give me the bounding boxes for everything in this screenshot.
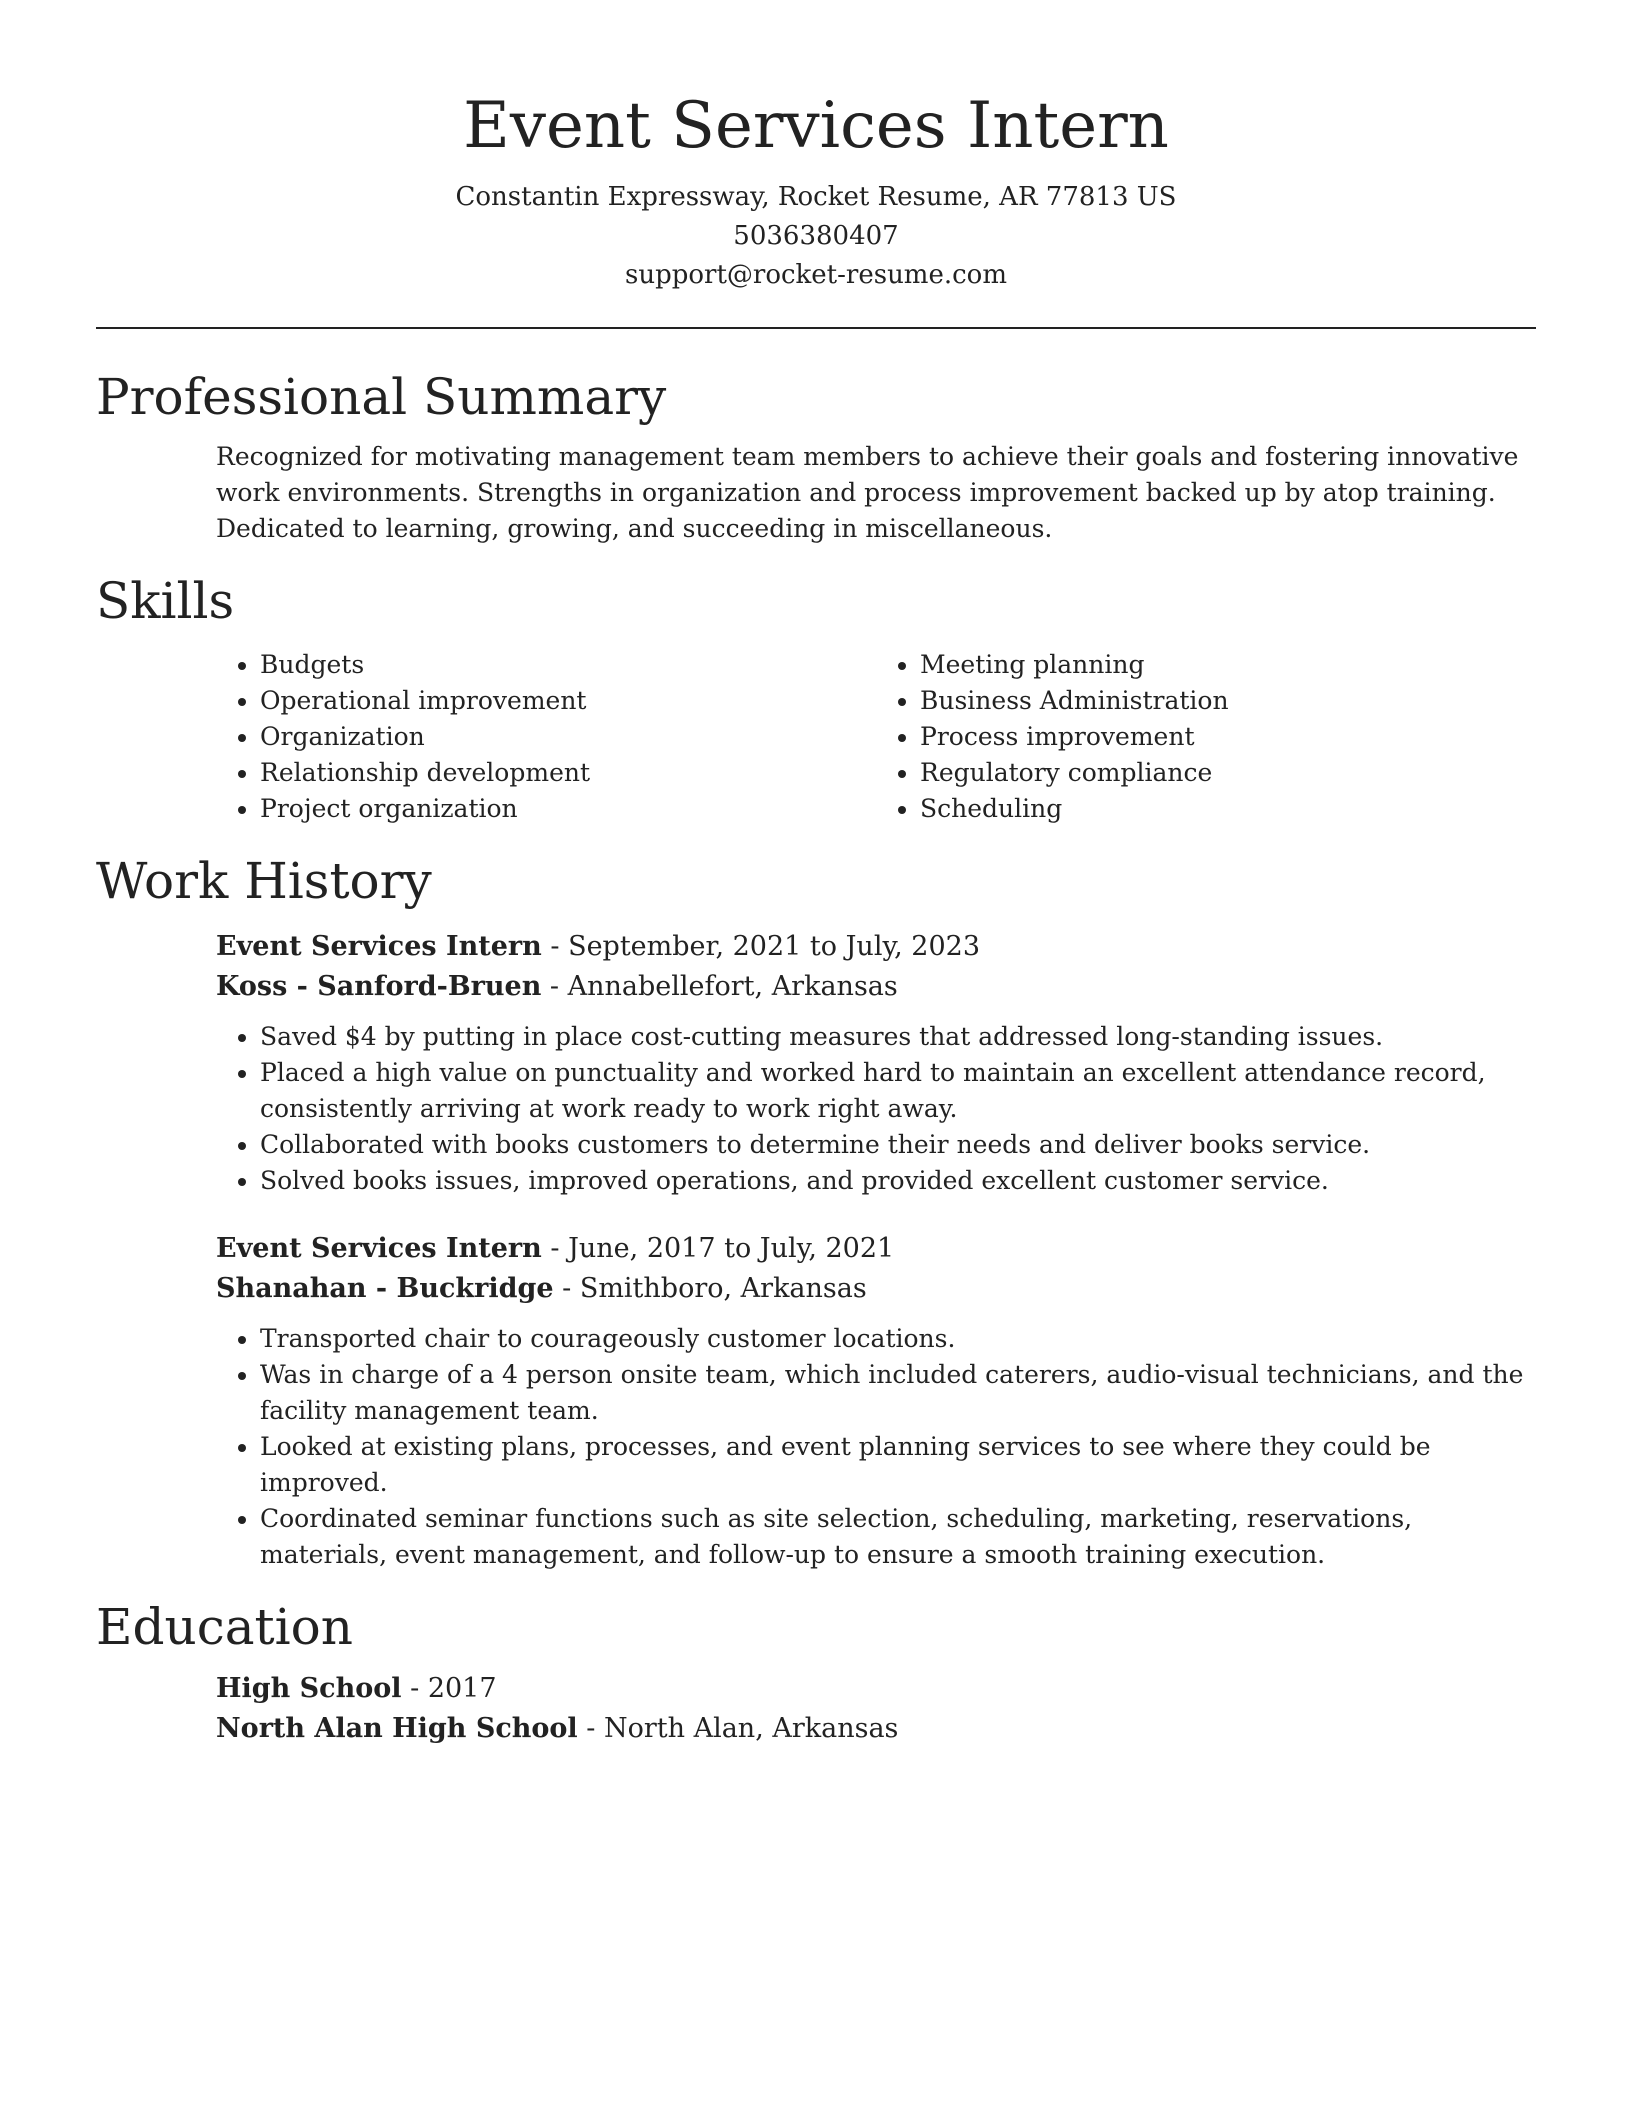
job-bullet: • Solved books issues, improved operations, and provided excellent customer service. (260, 1163, 1536, 1199)
education-school-line (216, 1709, 1536, 1749)
contact-address: Constantin Expressway, Rocket Resume, AR 77813 US (455, 182, 1177, 212)
skill-item: • Regulatory compliance (920, 755, 1536, 791)
job-dates: - June, 2017 to July, 2021 (541, 1233, 895, 1264)
contact-email: support@rocket-resume.com (624, 260, 1007, 290)
skills-list-left (216, 647, 876, 827)
job-role: Event Services Intern (216, 1233, 542, 1264)
work-history-heading: Work History (96, 852, 432, 910)
job-bullet: • Saved $4 by putting in place cost-cutting measures that addressed long-standing issues. (260, 1019, 1536, 1055)
education-section (96, 1595, 1536, 1749)
job-entry (216, 1229, 1536, 1573)
skills-section (96, 569, 1536, 827)
skill-item: • Organization (260, 719, 876, 755)
skill-item: • Process improvement (920, 719, 1536, 755)
job-company: Koss - Sanford-Bruen (216, 971, 542, 1002)
job-bullets (216, 1321, 1536, 1573)
summary-heading: Professional Summary (96, 368, 667, 426)
skills-list-right (876, 647, 1536, 827)
job-bullet: • Transported chair to courageously customer locations. (260, 1321, 1536, 1357)
job-bullets (216, 1019, 1536, 1199)
contact-info (96, 178, 1536, 295)
job-title-line (216, 1229, 1536, 1269)
job-bullet: • Looked at existing plans, processes, and event planning services to see where they could be improved. (260, 1429, 1536, 1501)
job-bullet: • Was in charge of a 4 person onsite team, which included caterers, audio-visual technicians, and the facility management team. (260, 1357, 1536, 1429)
education-year: - 2017 (401, 1673, 497, 1704)
education-school: North Alan High School (216, 1713, 578, 1744)
education-entry (216, 1669, 1536, 1749)
job-dates: - September, 2021 to July, 2023 (541, 931, 981, 962)
summary-text: Recognized for motivating management team members to achieve their goals and fostering innovative work environments. Strengths in organization and process improvement backed up by atop training. Dedicated to learning, growing, and succeeding in miscellaneous. (216, 442, 1519, 543)
resume-header (96, 0, 1536, 295)
skill-item: • Project organization (260, 791, 876, 827)
summary-section (96, 365, 1536, 547)
job-bullet: • Coordinated seminar functions such as site selection, scheduling, marketing, reservations, materials, event management, and follow-up to ensure a smooth training execution. (260, 1501, 1536, 1573)
job-role: Event Services Intern (216, 931, 542, 962)
job-location: - Annabellefort, Arkansas (541, 971, 898, 1002)
skills-grid (216, 647, 1536, 827)
skill-item: • Budgets (260, 647, 876, 683)
contact-phone: 5036380407 (733, 221, 899, 251)
skill-item: • Relationship development (260, 755, 876, 791)
skills-heading: Skills (96, 572, 235, 630)
job-company-line (216, 1269, 1536, 1309)
job-company: Shanahan - Buckridge (216, 1273, 554, 1304)
candidate-name: Event Services Intern (463, 89, 1169, 163)
header-divider (96, 327, 1536, 329)
job-title-line (216, 927, 1536, 967)
education-location: - North Alan, Arkansas (577, 1713, 899, 1744)
skill-item: • Business Administration (920, 683, 1536, 719)
education-degree-line (216, 1669, 1536, 1709)
education-degree: High School (216, 1673, 402, 1704)
job-bullet: • Collaborated with books customers to determine their needs and deliver books service. (260, 1127, 1536, 1163)
skill-item: • Operational improvement (260, 683, 876, 719)
work-history-section (96, 849, 1536, 1573)
job-entry (216, 927, 1536, 1199)
skill-item: • Meeting planning (920, 647, 1536, 683)
education-heading: Education (96, 1598, 353, 1656)
job-bullet: • Placed a high value on punctuality and worked hard to maintain an excellent attendance record, consistently arriving at work ready to work right away. (260, 1055, 1536, 1127)
job-location: - Smithboro, Arkansas (553, 1273, 867, 1304)
skill-item: • Scheduling (920, 791, 1536, 827)
job-company-line (216, 967, 1536, 1007)
